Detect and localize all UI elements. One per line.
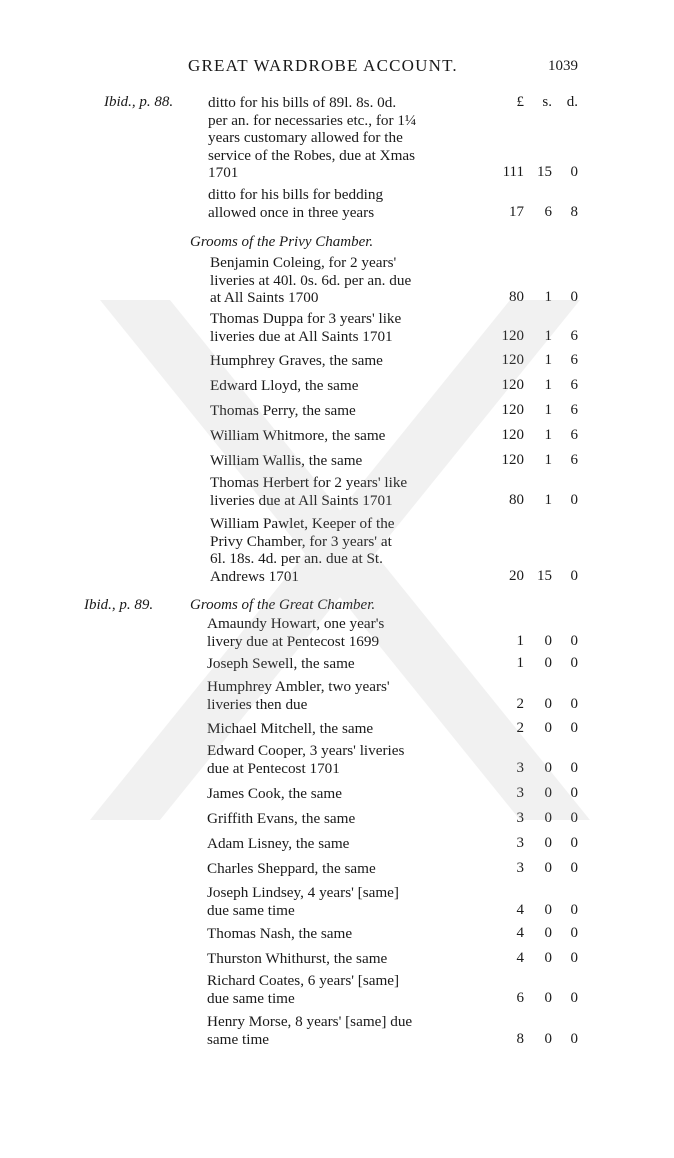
amount-shillings: 0 xyxy=(544,785,552,801)
amount-shillings: 1 xyxy=(544,289,552,305)
amount-pounds: 6 xyxy=(516,989,524,1006)
section-great-chamber: Grooms of the Great Chamber. xyxy=(190,597,376,613)
amount-shillings: 0 xyxy=(544,989,552,1006)
entry-line: Richard Coates, 6 years' [same] xyxy=(207,972,400,989)
amount-shillings: 1 xyxy=(544,427,552,443)
amount-shillings: 0 xyxy=(544,720,552,736)
amount-pence: 6 xyxy=(570,452,578,468)
amount-pounds: 2 xyxy=(516,695,524,712)
entry-line: liveries due at All Saints 1701 xyxy=(210,327,393,345)
amount-pence: 0 xyxy=(570,720,578,736)
entry-line: Griffith Evans, the same xyxy=(207,810,356,827)
amount-pence: 6 xyxy=(570,352,578,368)
amount-pence: 0 xyxy=(570,759,578,776)
entry-line: livery due at Pentecost 1699 xyxy=(207,632,380,650)
amount-pence: 0 xyxy=(570,1030,578,1047)
amount-pence: 0 xyxy=(570,925,578,941)
entry-line: liveries due at All Saints 1701 xyxy=(210,491,393,509)
entry-line: ditto for his bills for bedding xyxy=(208,186,384,203)
amount-pounds: 3 xyxy=(516,759,524,776)
entry-line: due same time xyxy=(207,989,295,1007)
entry-line: ditto for his bills of 89l. 8s. 0d. xyxy=(208,94,397,111)
entry-line: Benjamin Coleing, for 2 years' xyxy=(210,254,397,271)
amount-pence: 0 xyxy=(570,860,578,876)
entry-line: Thomas Herbert for 2 years' like xyxy=(210,474,408,491)
amount-shillings: 6 xyxy=(544,203,552,220)
amount-pence: 0 xyxy=(570,655,578,671)
entry-line: William Whitmore, the same xyxy=(210,427,386,444)
amount-shillings: 1 xyxy=(544,352,552,368)
amount-pounds: 3 xyxy=(516,785,524,801)
amount-pence: 0 xyxy=(570,785,578,801)
entry-line: 6l. 18s. 4d. per an. due at St. xyxy=(210,550,383,567)
entry-line: liveries at 40l. 0s. 6d. per an. due xyxy=(210,271,412,289)
entry-line: Edward Cooper, 3 years' liveries xyxy=(207,742,405,759)
entry-line: Humphrey Graves, the same xyxy=(210,352,383,369)
entry-line: same time xyxy=(207,1030,269,1048)
page-number: 1039 xyxy=(548,58,578,74)
amount-shillings: 0 xyxy=(544,1030,552,1047)
entry-line: service of the Robes, due at Xmas xyxy=(208,146,416,164)
entry-line: Thomas Nash, the same xyxy=(207,925,353,942)
entry-line: Michael Mitchell, the same xyxy=(207,720,374,737)
amount-shillings: 1 xyxy=(544,452,552,468)
amount-pence: 0 xyxy=(570,810,578,826)
entry-line: liveries then due xyxy=(207,695,308,713)
entry-line: Humphrey Ambler, two years' xyxy=(207,678,390,695)
amount-shillings: 15 xyxy=(537,164,552,180)
amount-pounds: 1 xyxy=(516,632,524,649)
amount-pence: 0 xyxy=(570,950,578,966)
entry-line: Thomas Perry, the same xyxy=(210,402,356,419)
entry-line: Henry Morse, 8 years' [same] due xyxy=(207,1013,413,1030)
amount-pounds: 120 xyxy=(501,377,524,393)
col-shillings: s. xyxy=(542,94,552,110)
entry-line: due at Pentecost 1701 xyxy=(207,759,340,777)
entry-line: at All Saints 1700 xyxy=(210,289,319,306)
entry-line: Amaundy Howart, one year's xyxy=(207,615,385,632)
amount-pounds: 120 xyxy=(501,327,524,344)
amount-pence: 6 xyxy=(570,377,578,393)
entry-line: Edward Lloyd, the same xyxy=(210,377,359,394)
entry-line: Privy Chamber, for 3 years' at xyxy=(210,532,392,550)
amount-pounds: 17 xyxy=(509,203,524,220)
amount-pounds: 2 xyxy=(516,720,524,736)
section-privy-chamber: Grooms of the Privy Chamber. xyxy=(190,234,374,250)
entry-line: allowed once in three years xyxy=(208,203,375,221)
reference-p88: Ibid., p. 88. xyxy=(104,94,174,110)
amount-pence: 8 xyxy=(570,203,578,220)
amount-pence: 6 xyxy=(570,327,578,344)
entry-line: Joseph Sewell, the same xyxy=(207,655,355,672)
amount-shillings: 0 xyxy=(544,925,552,941)
running-title: GREAT WARDROBE ACCOUNT. xyxy=(188,56,458,75)
amount-pounds: 1 xyxy=(516,655,524,671)
amount-pounds: 111 xyxy=(502,164,524,180)
amount-pounds: 80 xyxy=(509,289,524,305)
amount-pounds: 4 xyxy=(516,950,524,966)
amount-pence: 0 xyxy=(570,567,578,584)
entry-line: Charles Sheppard, the same xyxy=(207,860,376,877)
amount-shillings: 0 xyxy=(544,810,552,826)
amount-shillings: 0 xyxy=(544,901,552,918)
amount-shillings: 0 xyxy=(544,860,552,876)
entry-line: James Cook, the same xyxy=(207,785,342,802)
amount-pounds: 8 xyxy=(516,1030,524,1047)
amount-pounds: 80 xyxy=(509,491,524,508)
amount-shillings: 0 xyxy=(544,632,552,649)
entry-line: 1701 xyxy=(208,164,239,181)
amount-pence: 0 xyxy=(570,989,578,1006)
amount-pence: 0 xyxy=(570,695,578,712)
amount-shillings: 1 xyxy=(544,402,552,418)
col-pounds: £ xyxy=(516,94,524,110)
amount-pence: 0 xyxy=(570,835,578,851)
entry-line: per an. for necessaries etc., for 1¼ xyxy=(208,111,417,129)
entry-line: due same time xyxy=(207,901,295,919)
amount-shillings: 1 xyxy=(544,377,552,393)
amount-pounds: 3 xyxy=(516,810,524,826)
reference-p89: Ibid., p. 89. xyxy=(84,597,154,613)
amount-pounds: 3 xyxy=(516,860,524,876)
amount-shillings: 1 xyxy=(544,327,552,344)
entry-line: William Wallis, the same xyxy=(210,452,363,469)
amount-pence: 0 xyxy=(570,164,578,180)
entry-line: years customary allowed for the xyxy=(208,129,403,146)
amount-pence: 6 xyxy=(570,402,578,418)
amount-shillings: 0 xyxy=(544,835,552,851)
amount-pounds: 20 xyxy=(509,567,524,584)
entry-line: Thurston Whithurst, the same xyxy=(207,950,388,967)
amount-pence: 0 xyxy=(570,632,578,649)
amount-pounds: 4 xyxy=(516,925,524,941)
amount-shillings: 0 xyxy=(544,695,552,712)
amount-shillings: 0 xyxy=(544,950,552,966)
entry-line: Thomas Duppa for 3 years' like xyxy=(210,310,402,327)
amount-pounds: 4 xyxy=(516,901,524,918)
amount-pence: 0 xyxy=(570,289,578,305)
page-header xyxy=(0,56,674,80)
entry-line: Joseph Lindsey, 4 years' [same] xyxy=(207,884,399,901)
amount-pounds: 120 xyxy=(501,352,524,368)
amount-pounds: 120 xyxy=(501,452,524,468)
amount-pounds: 120 xyxy=(501,402,524,418)
amount-pence: 0 xyxy=(570,901,578,918)
amount-shillings: 15 xyxy=(537,567,552,584)
entry-line: William Pawlet, Keeper of the xyxy=(210,515,395,532)
amount-pence: 6 xyxy=(570,427,578,443)
entry-line: Adam Lisney, the same xyxy=(207,835,350,852)
amount-shillings: 0 xyxy=(544,655,552,671)
amount-pence: 0 xyxy=(570,491,578,508)
amount-pounds: 120 xyxy=(501,427,524,443)
entry-line: Andrews 1701 xyxy=(210,567,300,585)
amount-shillings: 0 xyxy=(544,759,552,776)
amount-pounds: 3 xyxy=(516,835,524,851)
col-pence: d. xyxy=(566,94,578,110)
amount-shillings: 1 xyxy=(544,491,552,508)
